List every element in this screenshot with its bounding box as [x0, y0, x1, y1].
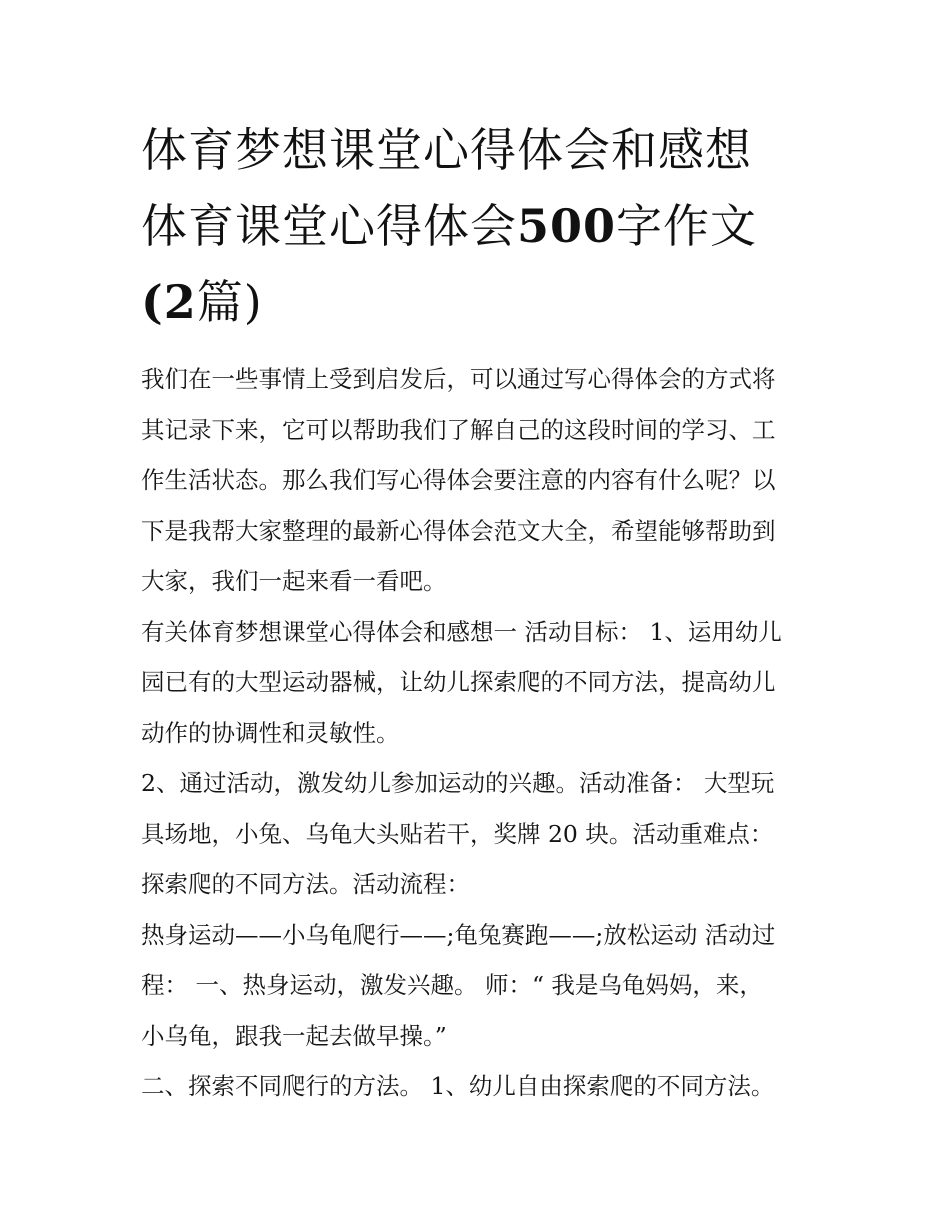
text-line: 2、通过活动，激发幼儿参加运动的兴趣。活动准备： 大型玩 — [141, 769, 775, 797]
title-line-3: (2篇) — [141, 275, 263, 329]
text-line: 作生活状态。那么我们写心得体会要注意的内容有什么呢？以 — [141, 466, 776, 494]
paragraph-process — [141, 910, 813, 1062]
text-line: 园已有的大型运动器械，让幼儿探索爬的不同方法，提高幼儿 — [141, 668, 776, 696]
text-line: 探索爬的不同方法。活动流程： — [141, 870, 470, 898]
text-line: 下是我帮大家整理的最新心得体会范文大全，希望能够帮助到 — [141, 516, 776, 545]
paragraph-objectives — [141, 607, 813, 759]
paragraph-preparation — [141, 758, 813, 910]
document-title — [141, 112, 821, 340]
text-line: 其记录下来，它可以帮助我们了解自己的这段时间的学习、工 — [141, 415, 776, 444]
text-line: 有关体育梦想课堂心得体会和感想一 活动目标： 1、运用幼儿 — [141, 617, 782, 646]
text-line: 二、探索不同爬行的方法。 1、幼儿自由探索爬的不同方法。 — [141, 1072, 775, 1100]
paragraph-intro — [141, 354, 813, 607]
title-number: 500 — [517, 199, 617, 253]
text-line: 动作的协调性和灵敏性。 — [141, 718, 400, 747]
text-line: 小乌龟，跟我一起去做早操。” — [141, 1021, 447, 1050]
text-line: 具场地，小兔、乌龟大头贴若干，奖牌 20 块。活动重难点： — [141, 819, 774, 848]
text-line: 热身运动——小乌龟爬行——;龟兔赛跑——;放松运动 活动过 — [141, 920, 776, 949]
document-body — [141, 354, 813, 1112]
text-line: 我们在一些事情上受到启发后，可以通过写心得体会的方式将 — [141, 365, 776, 393]
text-line: 大家，我们一起来看一看吧。 — [141, 567, 447, 595]
paragraph-exploration — [141, 1061, 813, 1112]
text-line: 程： 一、热身运动，激发兴趣。 师：“ 我是乌龟妈妈，来， — [141, 971, 763, 999]
title-line-2: 体育课堂心得体会500字作文 — [141, 199, 758, 253]
title-line-1: 体育梦想课堂心得体会和感想 — [141, 123, 752, 177]
